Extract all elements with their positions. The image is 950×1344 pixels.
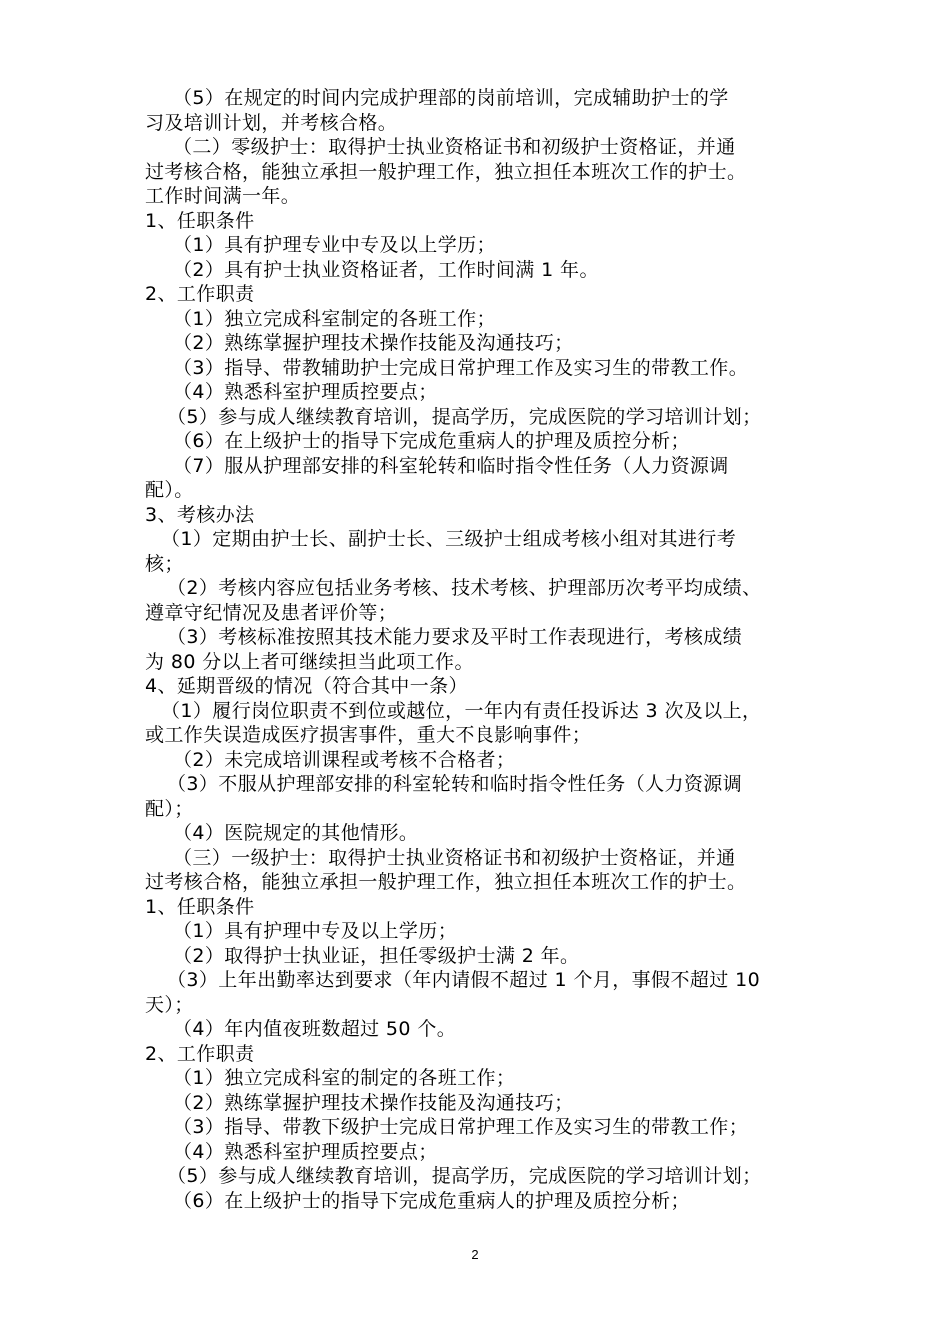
text-line: （4）熟悉科室护理质控要点； [173, 1140, 438, 1163]
text-line: （2）未完成培训课程或考核不合格者； [173, 748, 516, 771]
text-line: （1）独立完成科室制定的各班工作； [173, 307, 496, 330]
text-line: （2）熟练掌握护理技术操作技能及沟通技巧； [173, 332, 574, 354]
text-line: （2）取得护士执业证，担任零级护士满 2 年。 [173, 944, 580, 967]
text-line: （1）具有护理中专及以上学历； [173, 920, 458, 942]
text-line: （1）定期由护士长、副护士长、三级护士组成考核小组对其进行考 [161, 528, 737, 550]
text-line: 核； [145, 552, 184, 575]
document-body [145, 86, 835, 1213]
text-line: （2）具有护士执业资格证者，工作时间满 1 年。 [173, 258, 599, 281]
section-heading: 1、任职条件 [145, 209, 255, 232]
text-line: （1）具有护理专业中专及以上学历； [173, 234, 496, 256]
text-line: （6）在上级护士的指导下完成危重病人的护理及质控分析； [173, 430, 690, 452]
text-line: 遵章守纪情况及患者评价等； [145, 601, 398, 624]
text-line: （2）熟练掌握护理技术操作技能及沟通技巧； [173, 1091, 574, 1114]
text-line: 为 80 分以上者可继续担当此项工作。 [145, 650, 474, 673]
text-line: （3）指导、带教辅助护士完成日常护理工作及实习生的带教工作。 [173, 356, 749, 379]
text-line: 配）。 [145, 479, 194, 501]
page-number: 2 [471, 1247, 479, 1262]
text-line: （三）一级护士：取得护士执业资格证书和初级护士资格证，并通 [173, 846, 736, 869]
text-line: 过考核合格，能独立承担一般护理工作，独立担任本班次工作的护士。 [145, 160, 747, 183]
text-line: 习及培训计划，并考核合格。 [145, 111, 398, 134]
section-heading: 2、工作职责 [145, 283, 255, 305]
text-line: （4）熟悉科室护理质控要点； [173, 381, 438, 403]
text-line: （4）医院规定的其他情形。 [173, 822, 419, 844]
text-line: （5）参与成人继续教育培训，提高学历，完成医院的学习培训计划； [167, 405, 762, 428]
text-line: （1）履行岗位职责不到位或越位，一年内有责任投诉达 3 次及以上， [161, 699, 762, 722]
text-line: 配）； [145, 797, 194, 820]
text-line: （6）在上级护士的指导下完成危重病人的护理及质控分析； [173, 1189, 690, 1212]
text-line: 工作时间满一年。 [145, 185, 301, 207]
text-line: 天）； [145, 993, 194, 1016]
section-heading: 3、考核办法 [145, 503, 255, 526]
text-line: （5）参与成人继续教育培训，提高学历，完成医院的学习培训计划； [167, 1165, 762, 1187]
text-line: （5）在规定的时间内完成护理部的岗前培训，完成辅助护士的学 [173, 87, 729, 109]
text-line: 或工作失误造成医疗损害事件，重大不良影响事件； [145, 724, 592, 746]
section-heading: 1、任职条件 [145, 895, 255, 918]
text-line: （3）不服从护理部安排的科室轮转和临时指令性任务（人力资源调 [167, 773, 743, 795]
text-line: （3）上年出勤率达到要求（年内请假不超过 1 个月，事假不超过 10 [167, 969, 761, 991]
text-line: （1）独立完成科室的制定的各班工作； [173, 1067, 516, 1089]
section-heading: 2、工作职责 [145, 1042, 255, 1065]
text-line: （3）考核标准按照其技术能力要求及平时工作表现进行，考核成绩 [167, 626, 743, 648]
text-line: 过考核合格，能独立承担一般护理工作，独立担任本班次工作的护士。 [145, 871, 747, 893]
text-line: （二）零级护士：取得护士执业资格证书和初级护士资格证，并通 [173, 136, 736, 158]
section-heading: 4、延期晋级的情况（符合其中一条） [145, 675, 468, 697]
text-line: （7）服从护理部安排的科室轮转和临时指令性任务（人力资源调 [173, 454, 729, 477]
text-line: （4）年内值夜班数超过 50 个。 [173, 1018, 457, 1040]
text-line: （3）指导、带教下级护士完成日常护理工作及实习生的带教工作； [173, 1116, 749, 1138]
text-line: （2）考核内容应包括业务考核、技术考核、护理部历次考平均成绩、 [167, 577, 762, 599]
